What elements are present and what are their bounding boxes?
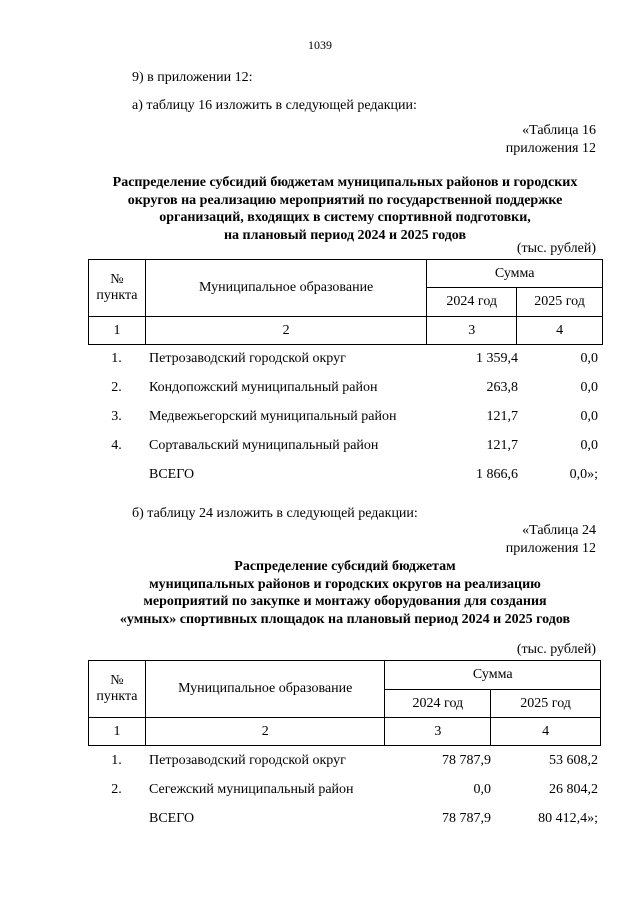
amendment-item: 9) в приложении 12: bbox=[132, 70, 253, 85]
table16-header bbox=[88, 259, 603, 345]
table16-body bbox=[88, 344, 598, 489]
page-number: 1039 bbox=[308, 38, 332, 52]
row-2024: 78 787,9 bbox=[442, 810, 491, 826]
header-num-symbol: № bbox=[110, 673, 124, 688]
col-number: 1 bbox=[89, 718, 146, 746]
row-2025: 0,0 bbox=[580, 379, 598, 395]
header-num-label: пункта bbox=[96, 689, 138, 704]
row-2024: 121,7 bbox=[486, 437, 518, 453]
row-2024: 1 866,6 bbox=[476, 466, 518, 482]
header-municipality: Муниципальное образование bbox=[145, 260, 426, 317]
row-2024: 78 787,9 bbox=[442, 752, 491, 768]
row-2025: 53 608,2 bbox=[549, 752, 598, 768]
table16-reference bbox=[506, 122, 596, 158]
row-2025: 0,0 bbox=[580, 437, 598, 453]
table-row bbox=[88, 775, 598, 804]
header-num-symbol: № bbox=[110, 272, 124, 287]
header-sum: Сумма bbox=[385, 661, 601, 690]
table-total-row bbox=[88, 804, 598, 833]
row-municipality: Петрозаводский городской округ bbox=[149, 752, 346, 768]
table16-title bbox=[60, 174, 630, 244]
table24-units: (тыс. рублей) bbox=[516, 642, 596, 657]
col-number: 4 bbox=[491, 718, 601, 746]
table24-title-line: Распределение субсидий бюджетам bbox=[234, 559, 456, 574]
table16-title-line: организаций, входящих в систему спортивной подготовки, bbox=[159, 210, 531, 225]
header-num-cell bbox=[89, 661, 146, 718]
header-2025: 2025 год bbox=[517, 288, 603, 317]
row-2025: 26 804,2 bbox=[549, 781, 598, 797]
row-municipality: Кондопожский муниципальный район bbox=[149, 379, 378, 395]
row-2025: 80 412,4»; bbox=[538, 810, 598, 826]
table24-title bbox=[60, 558, 630, 628]
table24-ref-line1: «Таблица 24 bbox=[522, 523, 596, 538]
col-number: 2 bbox=[145, 718, 385, 746]
col-number: 4 bbox=[517, 317, 603, 345]
row-municipality: Петрозаводский городской округ bbox=[149, 350, 346, 366]
table24-title-line: «умных» спортивных площадок на плановый период 2024 и 2025 годов bbox=[119, 611, 571, 627]
header-sum: Сумма bbox=[427, 260, 603, 288]
row-num bbox=[88, 460, 145, 489]
table16-title-line: округов на реализацию мероприятий по государственной поддержке bbox=[127, 192, 563, 208]
row-municipality: ВСЕГО bbox=[149, 810, 195, 826]
table16-title-line: на плановый период 2024 и 2025 годов bbox=[223, 227, 467, 243]
table24-body bbox=[88, 746, 598, 833]
row-2025: 0,0 bbox=[580, 408, 598, 424]
row-2025: 0,0 bbox=[580, 350, 598, 366]
row-municipality: ВСЕГО bbox=[149, 466, 195, 482]
row-num: 2. bbox=[111, 379, 122, 395]
row-2025: 0,0»; bbox=[569, 466, 598, 482]
table-row bbox=[88, 373, 598, 402]
col-number: 3 bbox=[385, 718, 491, 746]
table16-title-line: Распределение субсидий бюджетам муниципальных районов и городских bbox=[112, 175, 578, 190]
header-2024: 2024 год bbox=[427, 288, 517, 317]
table-row bbox=[88, 402, 598, 431]
table24-title-line: муниципальных районов и городских округов на реализацию bbox=[149, 576, 541, 592]
row-2024: 263,8 bbox=[486, 379, 518, 395]
row-2024: 1 359,4 bbox=[476, 350, 518, 366]
row-num bbox=[88, 804, 145, 833]
table-row bbox=[88, 431, 598, 460]
row-municipality: Сортавальский муниципальный район bbox=[149, 437, 379, 453]
table16-ref-line1: «Таблица 16 bbox=[522, 123, 596, 138]
row-num: 3. bbox=[111, 408, 122, 424]
header-num-label: пункта bbox=[96, 288, 138, 303]
row-num: 4. bbox=[111, 437, 122, 453]
row-2024: 121,7 bbox=[486, 408, 518, 424]
header-municipality: Муниципальное образование bbox=[145, 661, 385, 718]
table-total-row bbox=[88, 460, 598, 489]
table16-units: (тыс. рублей) bbox=[516, 241, 596, 256]
table-row bbox=[88, 746, 598, 775]
table24-reference bbox=[506, 522, 596, 558]
row-municipality: Сегежский муниципальный район bbox=[149, 781, 354, 797]
amendment-sub-a: а) таблицу 16 изложить в следующей редакции: bbox=[132, 98, 417, 113]
col-number: 2 bbox=[145, 317, 426, 345]
table24-header bbox=[88, 660, 601, 746]
col-number: 1 bbox=[89, 317, 146, 345]
header-2025: 2025 год bbox=[491, 690, 601, 718]
header-2024: 2024 год bbox=[385, 690, 491, 718]
row-municipality: Медвежьегорский муниципальный район bbox=[149, 408, 397, 424]
amendment-sub-b: б) таблицу 24 изложить в следующей редакции: bbox=[132, 506, 418, 521]
col-number: 3 bbox=[427, 317, 517, 345]
row-num: 1. bbox=[111, 752, 122, 768]
header-num-cell bbox=[89, 260, 146, 317]
row-num: 1. bbox=[111, 350, 122, 366]
table-row bbox=[88, 344, 598, 373]
table16-ref-line2: приложения 12 bbox=[505, 141, 596, 156]
table24-title-line: мероприятий по закупке и монтажу оборудования для создания bbox=[143, 594, 547, 609]
table24-ref-line2: приложения 12 bbox=[505, 541, 596, 556]
row-2024: 0,0 bbox=[473, 781, 491, 797]
row-num: 2. bbox=[111, 781, 122, 797]
